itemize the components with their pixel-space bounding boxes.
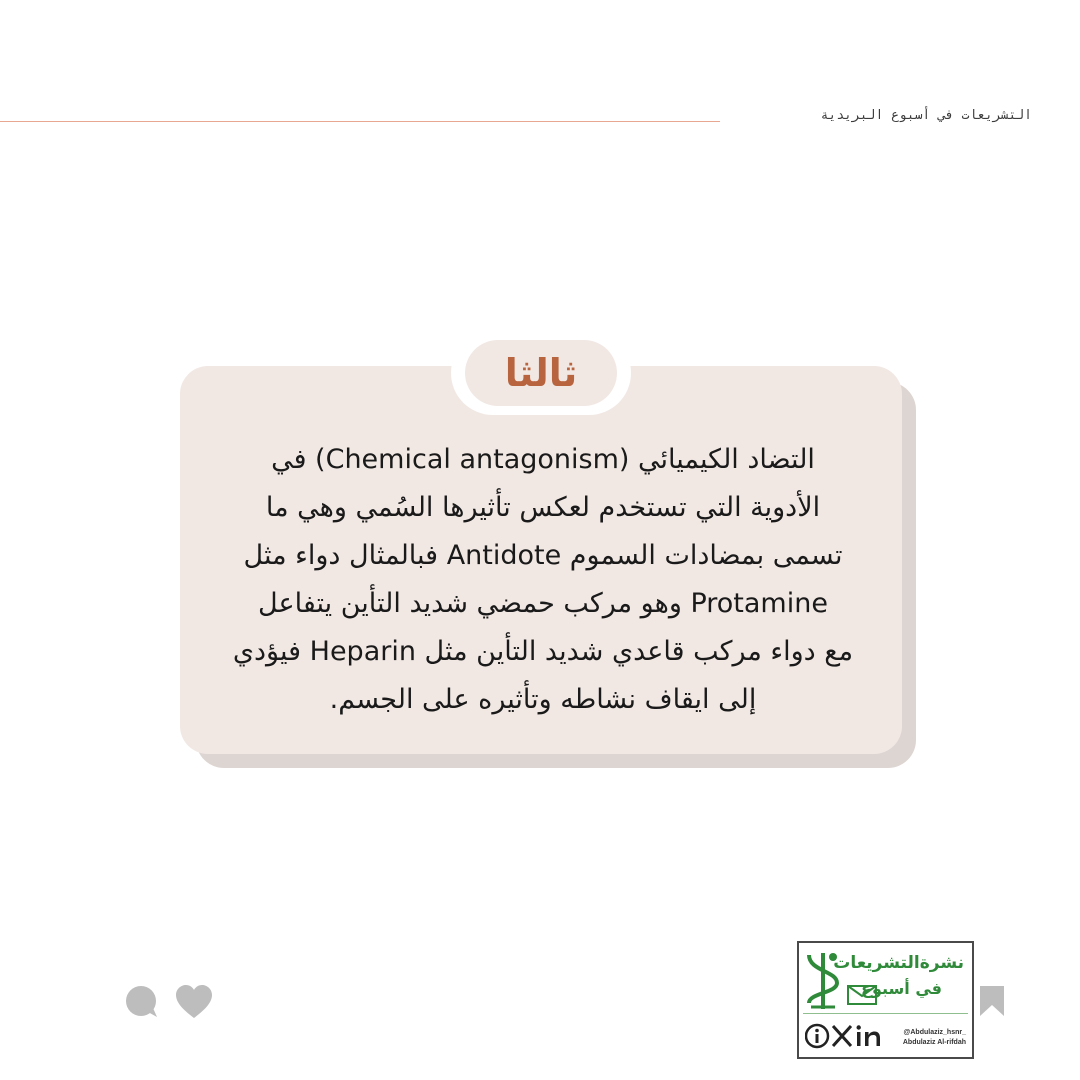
instagram-icon: [806, 1025, 828, 1047]
newsletter-logo: [797, 941, 974, 1059]
logo-divider: [803, 1013, 968, 1014]
card-line: مع دواء مركب قاعدي شديد التأين مثل Heparin فيؤدي: [232, 636, 854, 667]
card-line: إلى ايقاف نشاطه وتأثيره على الجسم.: [329, 684, 757, 715]
social-icons: [805, 1023, 895, 1049]
logo-handle-secondary: Abdulaziz Al-rifdah: [902, 1039, 966, 1046]
x-icon: [833, 1026, 851, 1046]
section-badge-label: ثالثا: [504, 351, 578, 395]
section-badge: [465, 340, 617, 406]
header-divider: [0, 121, 720, 122]
newsletter-title: التشريعات في أسبوع البريدية: [820, 108, 1032, 123]
logo-title-line1: نشرةالتشريعات: [833, 953, 964, 973]
logo-handle-primary: @Abdulaziz_hsnr_: [903, 1029, 966, 1036]
bookmark-icon[interactable]: [978, 985, 1006, 1017]
heart-icon[interactable]: [174, 984, 214, 1020]
card-line: الأدوية التي تستخدم لعكس تأثيرها السُمي وهي ما: [265, 492, 821, 523]
card-line: Protamine وهو مركب حمضي شديد التأين يتفاعل: [258, 588, 828, 619]
logo-title-line2: في أسبوع: [861, 979, 942, 998]
card-body-text: [188, 436, 898, 724]
comment-icon[interactable]: [124, 984, 160, 1020]
card-line: تسمى بمضادات السموم Antidote فبالمثال دواء مثل: [243, 540, 843, 571]
linkedin-icon: [857, 1025, 881, 1046]
mail-icon: [847, 985, 877, 1005]
card-line: التضاد الكيميائي (Chemical antagonism) في: [271, 444, 815, 475]
